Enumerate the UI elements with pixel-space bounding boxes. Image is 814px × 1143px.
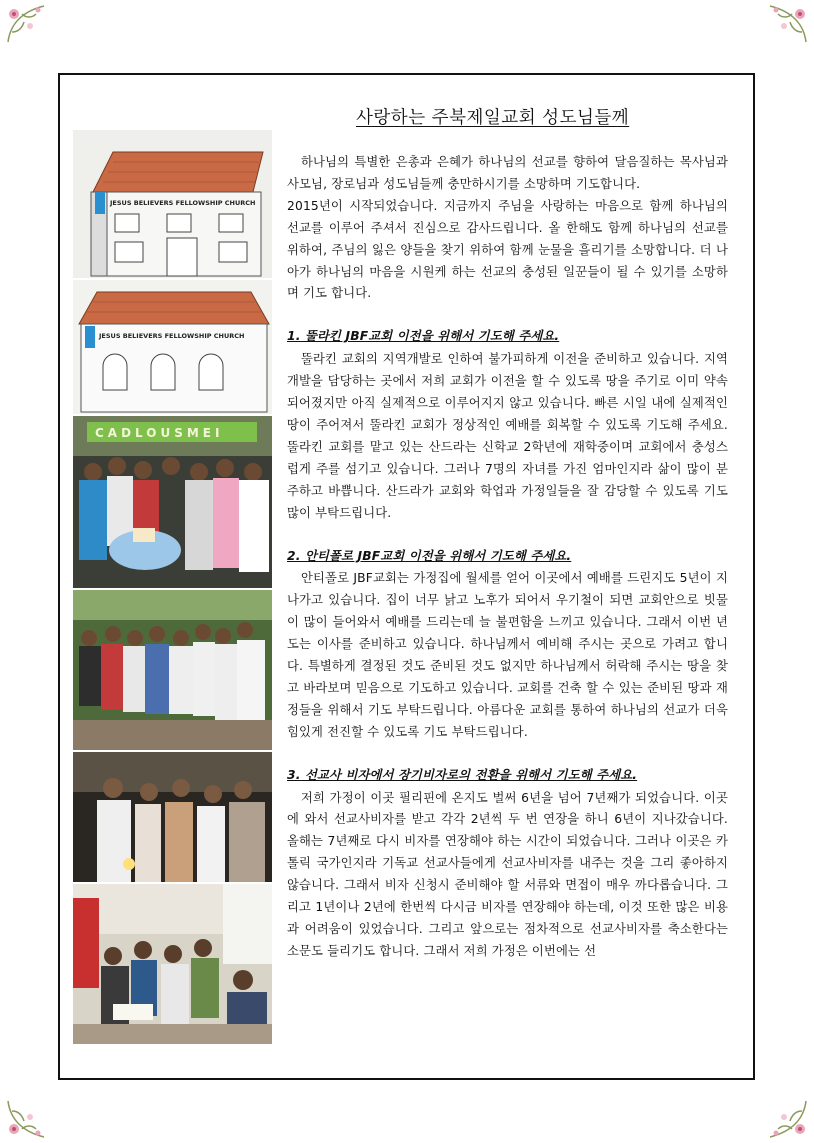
church-logo-icon [95, 192, 105, 214]
church-sign-text: JESUS BELIEVERS FELLOWSHIP CHURCH [99, 332, 245, 340]
corner-flourish-icon [4, 2, 50, 48]
intro-paragraph: 2015년이 시작되었습니다. 지금까지 주님을 사랑하는 마음으로 함께 하나님의 선교를 이루어 주셔서 진심으로 감사드립니다. 올 한해도 함께 하나님의 선교를 위하여, 주님의 잃은 양들을 찾기 위하여 함께 눈물을 흘리기를 소망합니다. 더 나아가 하나님의 마음을 시원케 하는 선교의 충성된 일꾼들이 될 수 있기를 소망하며 기도 합니다. [287, 198, 728, 301]
section-heading: 3. 선교사 비자에서 장기비자로의 전환을 위해서 기도해 주세요. [287, 767, 638, 782]
corner-flourish-icon [4, 1095, 50, 1141]
students-uniform-photo [73, 590, 272, 750]
corner-flourish-icon [764, 1095, 810, 1141]
church-drawing-photo [73, 130, 272, 278]
evening-gathering-photo [73, 752, 272, 882]
intro-paragraph: 하나님의 특별한 은총과 은혜가 하나님의 선교를 향하여 달음질하는 목사님과 사모님, 장로님과 성도님들께 충만하시기를 소망하며 기도합니다. [287, 155, 728, 191]
church-sign-text: JESUS BELIEVERS FELLOWSHIP CHURCH [110, 199, 256, 207]
section-body: 저희 가정이 이곳 필리핀에 온지도 벌써 6년을 넘어 7년째가 되었습니다. 이곳에 와서 선교사비자를 받고 각각 2년씩 두 번 연장을 하니 6년이 지나갔습니다. 올해는 7년째로 다시 비자를 연장해야 하는 시간이 되었습니다. 그러나 이곳은 카톨릭 국가인지라 기독교 선교사들에게 선교사비자를 내주는 것을 그리 좋아하지 않습니다. 그래서 비자 신청시 준비해야 할 서류와 면접이 매우 까다롭습니다. 그리고 1년이나 2년에 한번씩 다시금 비자를 연장해야 하는데, 이것 또한 많은 비용과 어려움이 있었습니다. 그리고 앞으로는 점차적으로 선교사비자를 축소한다는 소문도 들리기도 합니다. 그래서 저희 가정은 이번에는 선 [287, 790, 728, 958]
bible-study-photo [73, 884, 272, 1044]
letter-body [287, 152, 728, 963]
church-drawing-side-photo [73, 280, 272, 414]
group-birthday-photo [73, 416, 272, 588]
page-title: 사랑하는 주북제일교회 성도님들께 [356, 108, 630, 128]
church-logo-icon [85, 326, 95, 348]
section-body: 뚤라킨 교회의 지역개발로 인하여 불가피하게 이전을 준비하고 있습니다. 지역개발을 담당하는 곳에서 저희 교회가 이전을 할 수 있도록 땅을 주기로 이미 약속되어졌지만 아직 실제적으로 이루어지지 않고 있습니다. 빠른 시일 내에 실제적인 땅이 주어져서 뚤라킨 교회가 정상적인 예배를 회복할 수 있도록 기도해 주세요. 뚤라킨 교회를 맡고 있는 산드라는 신학교 2학년에 재학중이며 교회에서 충성스럽게 주를 섬기고 있습니다. 그러나 7명의 자녀를 가진 엄마인지라 삶이 많이 분주하고 바쁩니다. 산드라가 교회와 학업과 가정일들을 잘 감당할 수 있도록 기도 많이 부탁드립니다. [287, 352, 728, 520]
section-heading: 2. 안티폴로 JBF교회 이전을 위해서 기도해 주세요. [287, 548, 572, 563]
corner-flourish-icon [764, 2, 810, 48]
banner-text: CADLOUSMEI [95, 426, 224, 440]
section-heading: 1. 뚤라킨 JBF교회 이전을 위해서 기도해 주세요. [287, 329, 560, 344]
section-body: 안티폴로 JBF교회는 가정집에 월세를 얻어 이곳에서 예배를 드린지도 5년이 지나가고 있습니다. 집이 너무 낡고 노후가 되어서 우기철이 되면 교회안으로 빗물이 많이 들어와서 예배를 드리는데 늘 불편함을 느끼고 있습니다. 그래서 이번 년도는 이사를 준비하고 있습니다. 하나님께서 예비해 주시는 곳으로 가려고 합니다. 특별하게 결정된 것도 준비된 것도 없지만 하나님께서 허락해 주시는 땅을 찾고 바라보며 믿음으로 기도하고 있습니다. 교회를 건축 할 수 있는 준비된 땅과 재정들을 위해서 기도 부탁드립니다. 아름다운 교회를 통하여 하나님의 선교가 더욱 힘있게 전진할 수 있도록 기도 부탁드립니다. [287, 571, 728, 739]
